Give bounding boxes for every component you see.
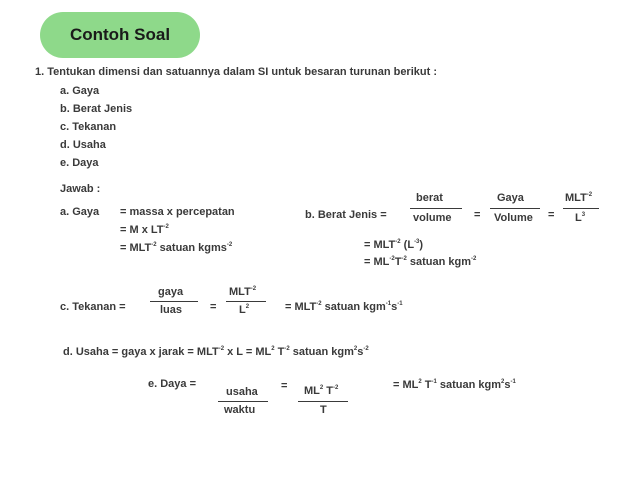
question-item-usaha: d. Usaha [60,139,106,151]
answer-a-line2: = M x $LT^{-2}$ [120,224,169,236]
question-text: 1. Tentukan dimensi dan satuannya dalam SI untuk besaran turunan berikut : [35,66,437,78]
answer-b-num2: Gaya [497,192,524,204]
answer-b-num1: berat [416,192,443,204]
answer-a-line1: = massa x percepatan [120,206,235,218]
answer-e-den2: T [320,404,327,416]
title-badge [40,12,200,58]
answer-e-fraction1-line [218,401,268,402]
answer-b-den2: Volume [494,212,533,224]
answer-c-fraction2-line [226,301,266,302]
answer-e-num2: $ML^2$ $T^{-2}$ [304,385,339,397]
answer-b-result2: = $ML^{-2}T^{-2}$ satuan kgm$^{-2}$ [364,256,477,268]
answer-e-fraction2-line [298,401,348,402]
jawab-label: Jawab : [60,183,101,195]
answer-e-equals: = [281,380,288,392]
answer-b-den3: $L^3$ [575,212,586,224]
answer-b-fraction2-line [490,208,540,209]
answer-b-label: b. Berat Jenis = [305,209,387,221]
answer-c-den1: luas [160,304,183,316]
answer-e-label: e. Daya = [148,378,197,390]
question-item-berat-jenis: b. Berat Jenis [60,103,133,115]
question-item-daya: e. Daya [60,157,99,169]
answer-b-fraction1-line [410,208,462,209]
answer-c-num2: $MLT^{-2}$ [229,286,257,298]
answer-b-fraction3-line [563,208,599,209]
answer-a-line3: = $MLT^{-2}$ satuan kgms$^{-2}$ [120,242,233,254]
answer-a-label: a. Gaya [60,206,100,218]
answer-b-equals1: = [474,209,481,221]
answer-c-equals: = [210,301,217,313]
answer-c-label: c. Tekanan = [60,301,126,313]
answer-c-result: = $MLT^{-2}$ satuan $kgm^{-1}s^{-1}$ [285,301,403,313]
answer-e-num1: usaha [226,386,258,398]
answer-c-num1: gaya [158,286,184,298]
answer-b-result1: = $MLT^{-2}$ $(L^{-3})$ [364,239,424,251]
answer-d-line: d. Usaha = gaya x jarak = $MLT^{-2}$ x $L = ML^2$ $T^{-2}$ satuan $kgm^2s^{-2}$ [63,346,369,358]
answer-c-fraction1-line [150,301,198,302]
slide-title: Contoh Soal [69,25,171,44]
answer-c-den2: $L^2$ [239,304,250,316]
question-item-tekanan: c. Tekanan [60,121,117,133]
answer-b-den1: volume [413,212,452,224]
answer-e-result: = $ML^2$ $T^{-1}$ satuan $kgm^2s^{-1}$ [393,379,516,391]
question-item-gaya: a. Gaya [60,85,100,97]
answer-e-den1: waktu [224,404,256,416]
answer-b-num3: $MLT^{-2}$ [565,192,593,204]
answer-b-equals2: = [548,209,555,221]
